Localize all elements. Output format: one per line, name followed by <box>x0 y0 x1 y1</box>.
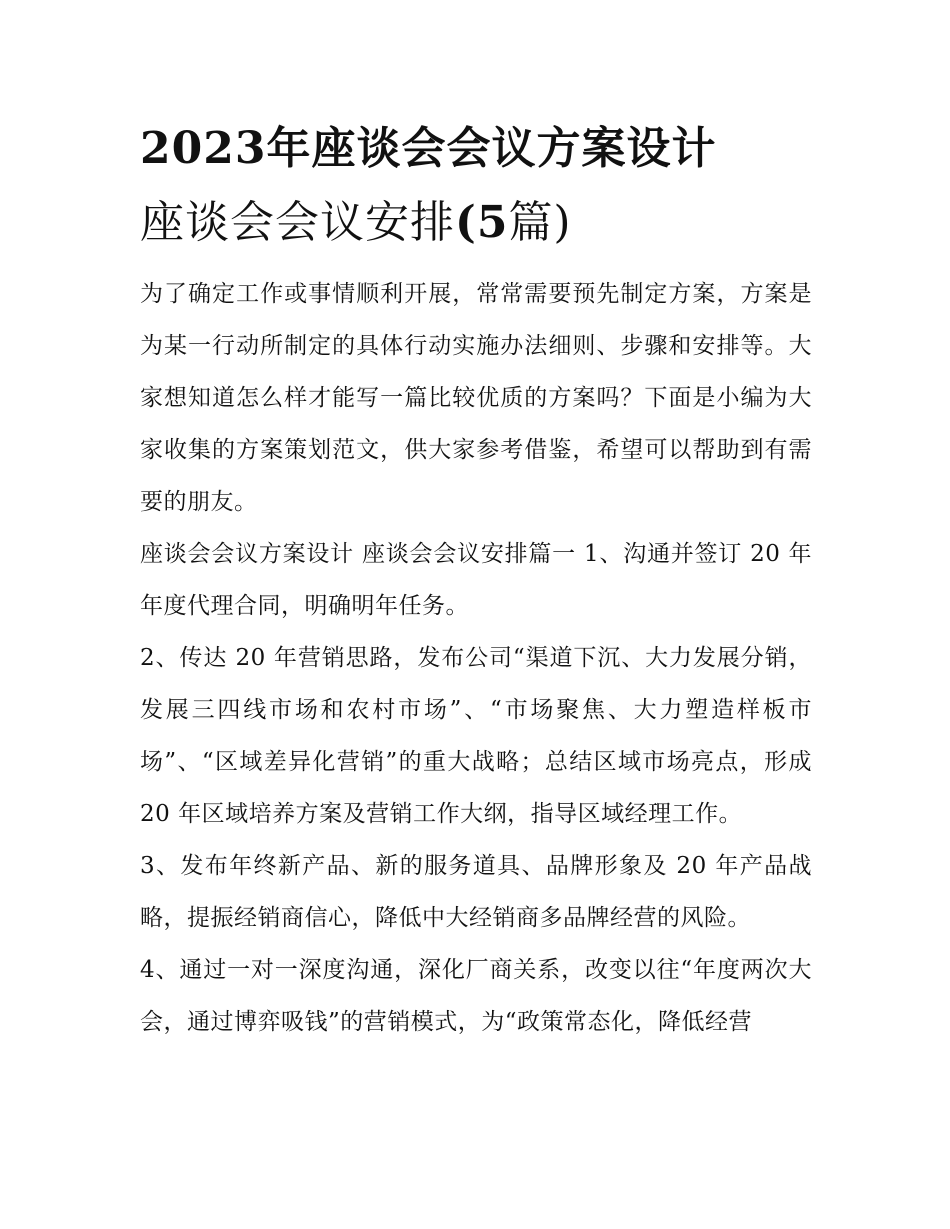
title-line-2-suffix: 篇) <box>508 197 572 248</box>
intro-paragraph: 为了确定工作或事情顺利开展，常常需要预先制定方案，方案是为某一行动所制定的具体行动实施办法细则、步骤和安排等。大家想知道怎么样才能写一篇比较优质的方案吗？下面是小编为大家收集的方案策划范文，供大家参考借鉴，希望可以帮助到有需要的朋友。 <box>140 281 812 515</box>
title-line-1: 2023年座谈会会议方案设计 <box>140 123 717 174</box>
document-content <box>140 112 812 1048</box>
title-line-2-text: 座谈会会议安排 <box>140 197 455 248</box>
title-line-2-count: (5 <box>455 197 509 248</box>
title-line-2 <box>140 186 780 260</box>
paragraph-item-1: 座谈会会议方案设计 座谈会会议安排篇一 1、沟通并签订 20 年年度代理合同，明确明年任务。 <box>140 541 812 619</box>
paragraph-item-4: 4、通过一对一深度沟通，深化厂商关系，改变以往“年度两次大会，通过博弈吸钱”的营销模式，为“政策常态化，降低经营 <box>140 957 812 1035</box>
document-title <box>140 112 780 260</box>
paragraph-item-3: 3、发布年终新产品、新的服务道具、品牌形象及 20 年产品战略，提振经销商信心，降低中大经销商多品牌经营的风险。 <box>140 853 812 931</box>
paragraph-item-2: 2、传达 20 年营销思路，发布公司“渠道下沉、大力发展分销，发展三四线市场和农村市场”、“市场聚焦、大力塑造样板市场”、“区域差异化营销”的重大战略；总结区域市场亮点，形成 20 年区域培养方案及营销工作大纲，指导区域经理工作。 <box>140 645 812 827</box>
